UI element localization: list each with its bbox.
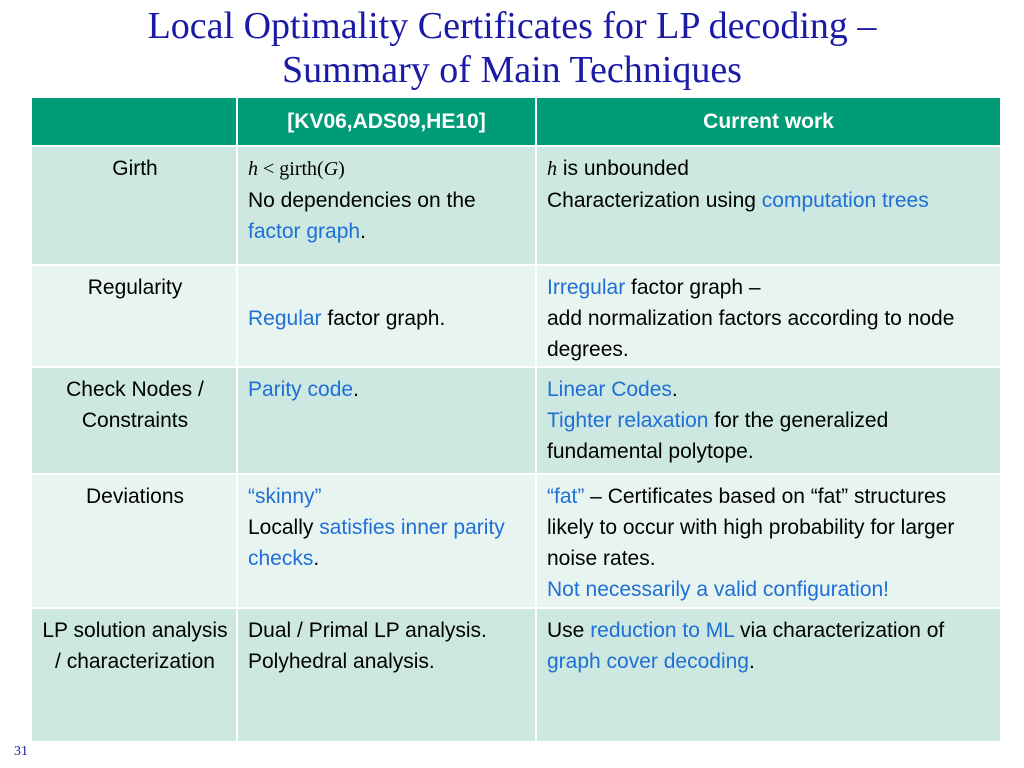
header-current-work: Current work bbox=[536, 97, 1001, 146]
reduction-to-ml-link: reduction to ML bbox=[590, 619, 735, 642]
satisfies-parity-checks-link: satisfies inner parity checks bbox=[248, 516, 505, 570]
graph-cover-decoding-link: graph cover decoding bbox=[547, 650, 749, 673]
lp-solution-prior-cell: Dual / Primal LP analysis. Polyhedral analysis. bbox=[237, 608, 536, 742]
table-row-check-nodes bbox=[31, 367, 1001, 474]
skinny-link: “skinny” bbox=[248, 485, 322, 508]
fat-link: “fat” bbox=[547, 485, 585, 508]
table-header-row bbox=[31, 97, 1001, 146]
check-nodes-prior-cell: Parity code. bbox=[237, 367, 536, 474]
table-row-regularity bbox=[31, 265, 1001, 367]
regularity-current-cell: Irregular factor graph – add normalization factors according to node degrees. bbox=[536, 265, 1001, 367]
title-line-2: Summary of Main Techniques bbox=[282, 49, 742, 91]
table-row-deviations bbox=[31, 474, 1001, 608]
girth-prior-cell: h < girth(G) No dependencies on the factor graph. bbox=[237, 146, 536, 265]
not-valid-configuration-note: Not necessarily a valid configuration! bbox=[547, 578, 890, 601]
regular-link: Regular bbox=[248, 307, 322, 330]
computation-trees-link: computation trees bbox=[761, 189, 929, 212]
table-row-lp-solution bbox=[31, 608, 1001, 742]
parity-code-link: Parity code bbox=[248, 378, 354, 401]
row-label-lp-solution: LP solution analysis / characterization bbox=[31, 608, 237, 742]
linear-codes-link: Linear Codes bbox=[547, 378, 672, 401]
girth-current-text: Characterization using bbox=[547, 189, 762, 212]
table-row-girth bbox=[31, 146, 1001, 265]
irregular-link: Irregular bbox=[547, 276, 626, 299]
deviations-current-cell: “fat” – Certificates based on “fat” structures likely to occur with high probability for larger noise rates. Not necessarily a valid configuration! bbox=[536, 474, 1001, 608]
deviations-prior-cell: “skinny” Locally satisfies inner parity checks. bbox=[237, 474, 536, 608]
lp-solution-current-cell: Use reduction to ML via characterization of graph cover decoding. bbox=[536, 608, 1001, 742]
header-prior-work: [KV06,ADS09,HE10] bbox=[237, 97, 536, 146]
row-label-girth: Girth bbox=[31, 146, 237, 265]
girth-prior-text: No dependencies on the bbox=[248, 189, 476, 212]
regularity-prior-cell: Regular factor graph. bbox=[237, 265, 536, 367]
row-label-deviations: Deviations bbox=[31, 474, 237, 608]
girth-formula: h < girth(G) bbox=[248, 158, 345, 180]
row-label-check-nodes: Check Nodes / Constraints bbox=[31, 367, 237, 474]
girth-current-cell: h is unbounded Characterization using computation trees bbox=[536, 146, 1001, 265]
header-empty-cell bbox=[31, 97, 237, 146]
factor-graph-link: factor graph bbox=[248, 220, 361, 243]
title-line-1: Local Optimality Certificates for LP decoding – bbox=[147, 5, 877, 47]
slide-title bbox=[0, 4, 1024, 92]
page-number: 31 bbox=[14, 744, 28, 759]
tighter-relaxation-link: Tighter relaxation bbox=[547, 409, 709, 432]
summary-table bbox=[30, 96, 1002, 743]
row-label-regularity: Regularity bbox=[31, 265, 237, 367]
check-nodes-current-cell: Linear Codes. Tighter relaxation for the generalized fundamental polytope. bbox=[536, 367, 1001, 474]
